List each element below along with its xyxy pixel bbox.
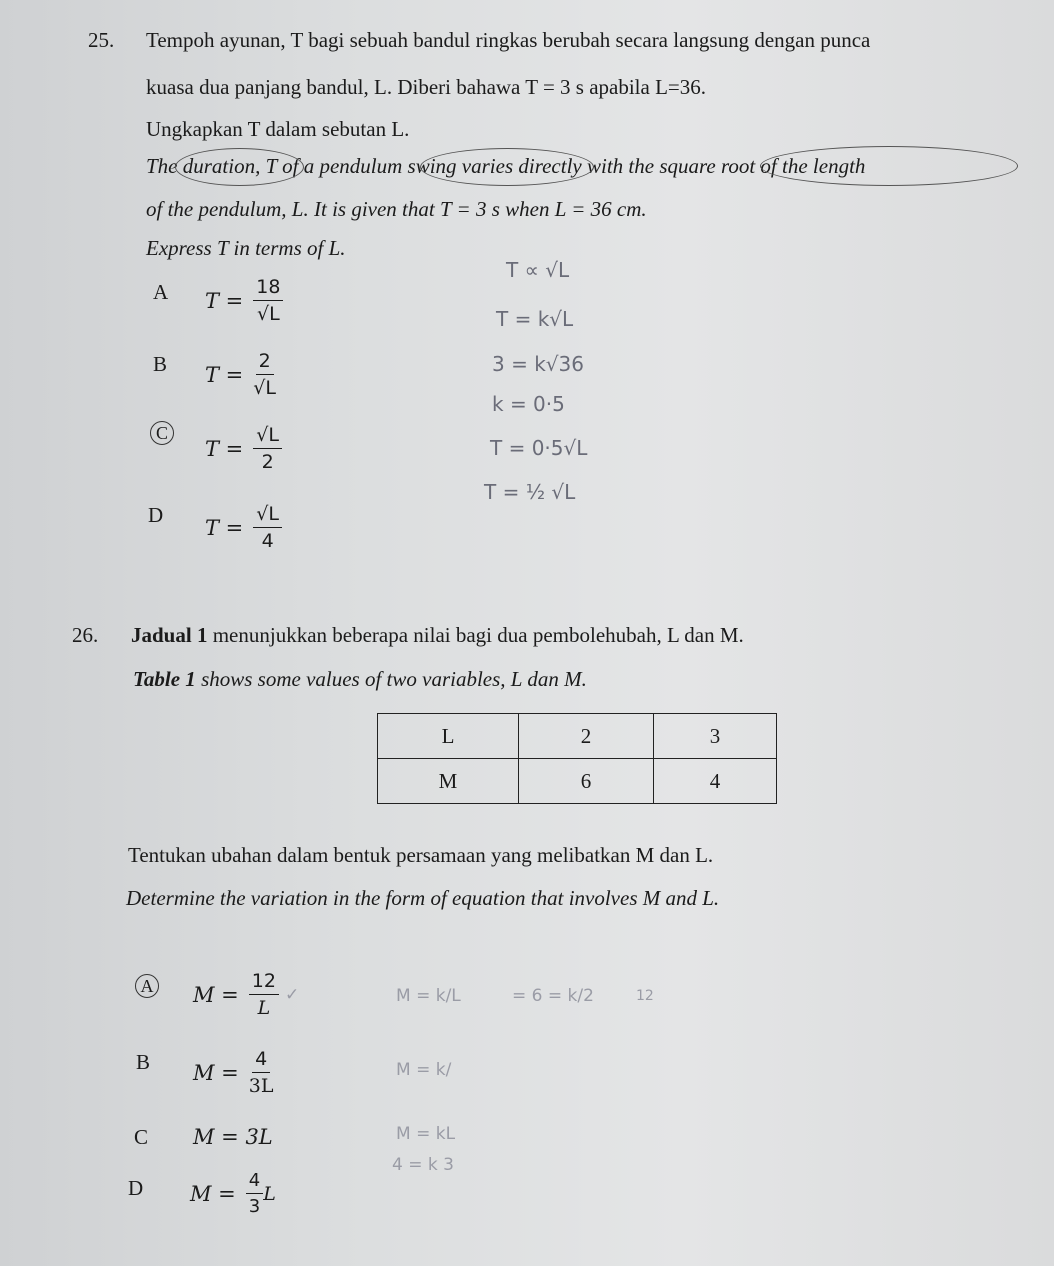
table-cell: L (378, 714, 519, 759)
q25-malay-line2: kuasa dua panjang bandul, L. Diberi bahawa T = 3 s apabila L=36. (146, 75, 707, 99)
q26-working-line6: 4 = k 3 (392, 1155, 454, 1175)
q26-option-c-lhs: M = 3L (193, 1125, 273, 1149)
q25-working-line2: T = k√L (496, 307, 574, 331)
q26-option-b-letter[interactable]: B (136, 1050, 151, 1074)
q26-english-question: Determine the variation in the form of equation that involves M and L. (126, 886, 720, 910)
q25-option-b-letter[interactable]: B (153, 352, 168, 376)
q25-working-line3: 3 = k√36 (492, 352, 584, 376)
q26-working-line2: = 6 = k/2 (512, 986, 594, 1006)
q26-english-rest: shows some values of two variables, L dan M. (195, 667, 587, 691)
q25-working-line6: T = ½ √L (484, 480, 576, 504)
q26-option-c-letter[interactable]: C (134, 1125, 149, 1149)
q25-option-a-letter[interactable]: A (153, 280, 169, 304)
q25-option-d-equation[interactable] (205, 503, 282, 552)
q25-option-b-denominator: √L (253, 377, 276, 399)
q25-english-line1: The duration, T of a pendulum swing varies directly with the square root of the length (146, 154, 866, 178)
q25-working-line4: k = 0·5 (492, 392, 565, 416)
q26-english-bold: Table 1 (133, 667, 196, 691)
q25-malay-line1: Tempoh ayunan, T bagi sebuah bandul ringkas berubah secara langsung dengan punca (146, 28, 871, 52)
q25-option-d-letter[interactable]: D (148, 503, 164, 527)
q25-number: 25. (88, 28, 115, 52)
q25-option-a-numerator: 18 (253, 276, 283, 301)
q25-option-c-equation[interactable] (205, 424, 282, 473)
q26-option-d-equation[interactable] (190, 1170, 276, 1217)
q25-option-c-fraction (253, 424, 282, 473)
q25-option-d-numerator: √L (253, 503, 282, 528)
q26-option-d-tail: L (263, 1182, 276, 1205)
check-mark-icon: ✓ (284, 984, 300, 1005)
q26-option-d-denominator: 3 (248, 1196, 261, 1217)
q26-option-d-letter[interactable]: D (128, 1176, 144, 1200)
table-cell: 3 (654, 714, 777, 759)
table-row (378, 759, 777, 804)
q25-option-c-denominator: 2 (261, 451, 274, 473)
q25-option-a-denominator: √L (257, 303, 280, 325)
q26-malay-question: Tentukan ubahan dalam bentuk persamaan yang melibatkan M dan L. (128, 843, 714, 867)
q26-option-a-fraction (249, 970, 279, 1019)
handwritten-circle-varies-directly (420, 148, 594, 186)
q25-malay-line3: Ungkapkan T dalam sebutan L. (146, 117, 410, 141)
q25-option-d-fraction (253, 503, 282, 552)
q25-option-c-letter-circled[interactable]: C (150, 421, 174, 445)
q26-option-b-lhs: M = (193, 1060, 239, 1085)
q25-option-b-equation[interactable] (205, 350, 276, 399)
handwritten-circle-duration (175, 148, 304, 186)
q25-option-d-denominator: 4 (261, 530, 274, 552)
q26-option-d-numerator: 4 (246, 1170, 263, 1194)
q25-working-line1: T ∝ √L (506, 258, 570, 282)
q26-option-a-numerator: 12 (249, 970, 279, 995)
q26-english-line (133, 667, 587, 692)
q25-english-line3: Express T in terms of L. (146, 236, 346, 260)
q26-option-b-denominator: 3L (248, 1075, 274, 1097)
q26-option-b-equation[interactable] (193, 1048, 274, 1097)
q25-english-line2: of the pendulum, L. It is given that T = 3 s when L = 36 cm. (146, 197, 647, 221)
q26-option-b-numerator: 4 (252, 1048, 270, 1073)
q25-option-c-lhs: T = (205, 436, 244, 461)
q25-option-a-fraction (253, 276, 283, 325)
q26-number: 26. (72, 623, 99, 647)
q25-option-b-numerator: 2 (256, 350, 274, 375)
q26-option-b-fraction (249, 1048, 274, 1097)
q26-option-a-denominator: L (257, 997, 271, 1019)
q26-option-a-letter-circled[interactable]: A (135, 974, 159, 998)
q26-option-d-fraction (246, 1170, 263, 1217)
q25-option-c-numerator: √L (253, 424, 282, 449)
table-row (378, 714, 777, 759)
q26-malay-line (131, 623, 744, 648)
q26-malay-bold: Jadual 1 (131, 623, 208, 647)
q25-option-a-equation[interactable] (205, 276, 283, 325)
q26-working-line5: M = kL (396, 1124, 456, 1144)
q26-option-a-equation[interactable] (193, 970, 299, 1019)
q25-option-d-lhs: T = (205, 515, 244, 540)
q25-option-a-lhs: T = (205, 288, 244, 313)
table-cell: 4 (654, 759, 777, 804)
q26-option-c-equation[interactable] (193, 1125, 273, 1149)
table-cell: 2 (519, 714, 654, 759)
handwritten-circle-square-root (760, 146, 1018, 186)
q26-option-d-lhs: M = (190, 1181, 236, 1206)
q26-option-a-lhs: M = (193, 982, 239, 1007)
q25-option-b-fraction (253, 350, 276, 399)
q25-option-b-lhs: T = (205, 362, 244, 387)
q25-working-line5: T = 0·5√L (490, 436, 588, 460)
table-cell: 6 (519, 759, 654, 804)
q26-malay-rest: menunjukkan beberapa nilai bagi dua pembolehubah, L dan M. (207, 623, 744, 647)
table-cell: M (378, 759, 519, 804)
q26-working-line3: 12 (636, 988, 654, 1004)
q26-table (377, 713, 777, 804)
q26-working-line4: M = k/ (396, 1060, 452, 1080)
q26-working-line1: M = k/L (396, 986, 461, 1006)
